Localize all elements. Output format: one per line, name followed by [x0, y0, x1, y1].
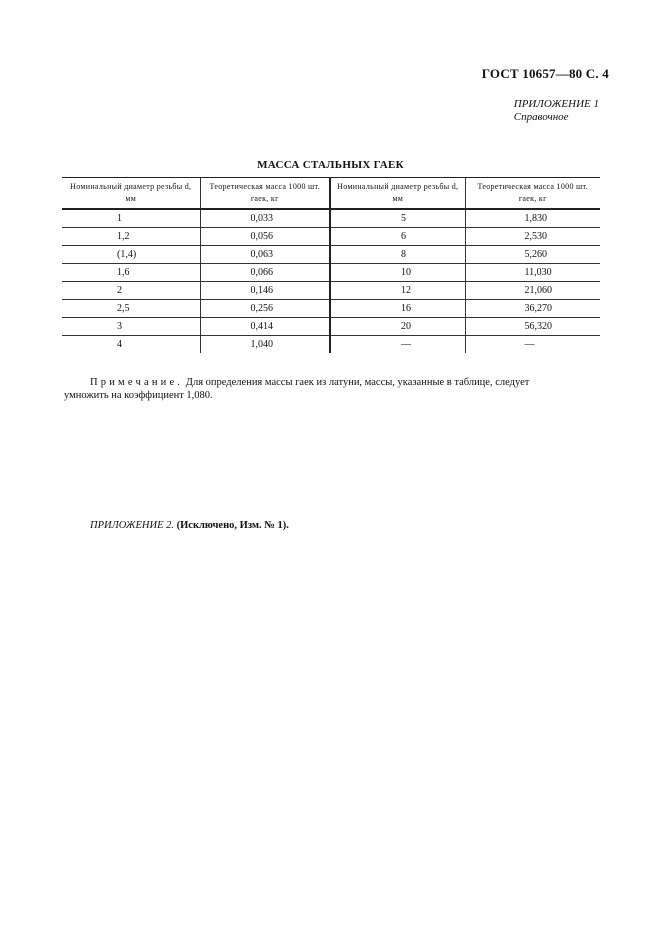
diameter-cell: 10	[330, 264, 465, 282]
table-row	[62, 336, 600, 354]
mass-cell: 0,066	[200, 264, 330, 282]
diameter-cell: —	[330, 336, 465, 354]
diameter-cell: 1,2	[62, 228, 200, 246]
note-line-2: умножить на коэффициент 1,080.	[64, 390, 213, 401]
table-header-row	[62, 178, 600, 210]
header-diameter-1: Номинальный диаметр резьбы d, мм	[62, 178, 200, 210]
diameter-cell: 1	[62, 209, 200, 228]
diameter-cell: 16	[330, 300, 465, 318]
table-row	[62, 264, 600, 282]
diameter-cell: 3	[62, 318, 200, 336]
mass-cell: 0,063	[200, 246, 330, 264]
header-diameter-2: Номинальный диаметр резьбы d, мм	[330, 178, 465, 210]
table-title: МАССА СТАЛЬНЫХ ГАЕК	[257, 159, 404, 171]
mass-cell: 0,146	[200, 282, 330, 300]
appendix-2	[90, 520, 289, 531]
note-label: Примечание.	[90, 377, 184, 388]
mass-cell: 1,040	[200, 336, 330, 354]
diameter-cell: 4	[117, 339, 122, 350]
document-code: ГОСТ 10657—80 С. 4	[481, 66, 609, 81]
diameter-cell: 2,5	[62, 300, 200, 318]
mass-cell: 2,530	[465, 228, 600, 246]
mass-cell: 0,056	[200, 228, 330, 246]
mass-cell: 36,270	[465, 300, 600, 318]
note	[64, 376, 603, 401]
appendix-2-text: (Исключено, Изм. № 1).	[176, 520, 289, 531]
mass-cell: 21,060	[465, 282, 600, 300]
diameter-cell: 5	[330, 209, 465, 228]
table-row	[62, 282, 600, 300]
appendix-subtitle: Справочное	[513, 111, 569, 123]
mass-cell: 0,414	[200, 318, 330, 336]
appendix-block	[514, 98, 599, 124]
diameter-cell: 1,6	[62, 264, 200, 282]
mass-cell: —	[465, 336, 600, 354]
diameter-cell: 12	[330, 282, 465, 300]
mass-cell: 1,830	[465, 209, 600, 228]
header-mass-1: Теоретическая масса 1000 шт. гаек, кг	[200, 178, 330, 210]
mass-cell: 56,320	[465, 318, 600, 336]
mass-cell: 0,256	[200, 300, 330, 318]
table-row	[62, 318, 600, 336]
mass-cell: 0,033	[200, 209, 330, 228]
header-mass-2: Теоретическая масса 1000 шт. гаек, кг	[465, 178, 600, 210]
diameter-cell: 6	[330, 228, 465, 246]
table-row	[62, 246, 600, 264]
table-row	[62, 300, 600, 318]
diameter-cell: 2	[62, 282, 200, 300]
appendix-2-title: ПРИЛОЖЕНИЕ 2.	[90, 520, 174, 531]
diameter-cell: (1,4)	[62, 246, 200, 264]
mass-cell: 11,030	[465, 264, 600, 282]
nut-mass-table	[62, 177, 600, 353]
table-row	[62, 228, 600, 246]
table-row	[62, 209, 600, 228]
diameter-cell: 8	[330, 246, 465, 264]
diameter-cell: 20	[330, 318, 465, 336]
mass-cell: 5,260	[465, 246, 600, 264]
note-line-1: Для определения массы гаек из латуни, массы, указанные в таблице, следует	[185, 377, 530, 388]
appendix-title: ПРИЛОЖЕНИЕ 1	[513, 98, 599, 110]
